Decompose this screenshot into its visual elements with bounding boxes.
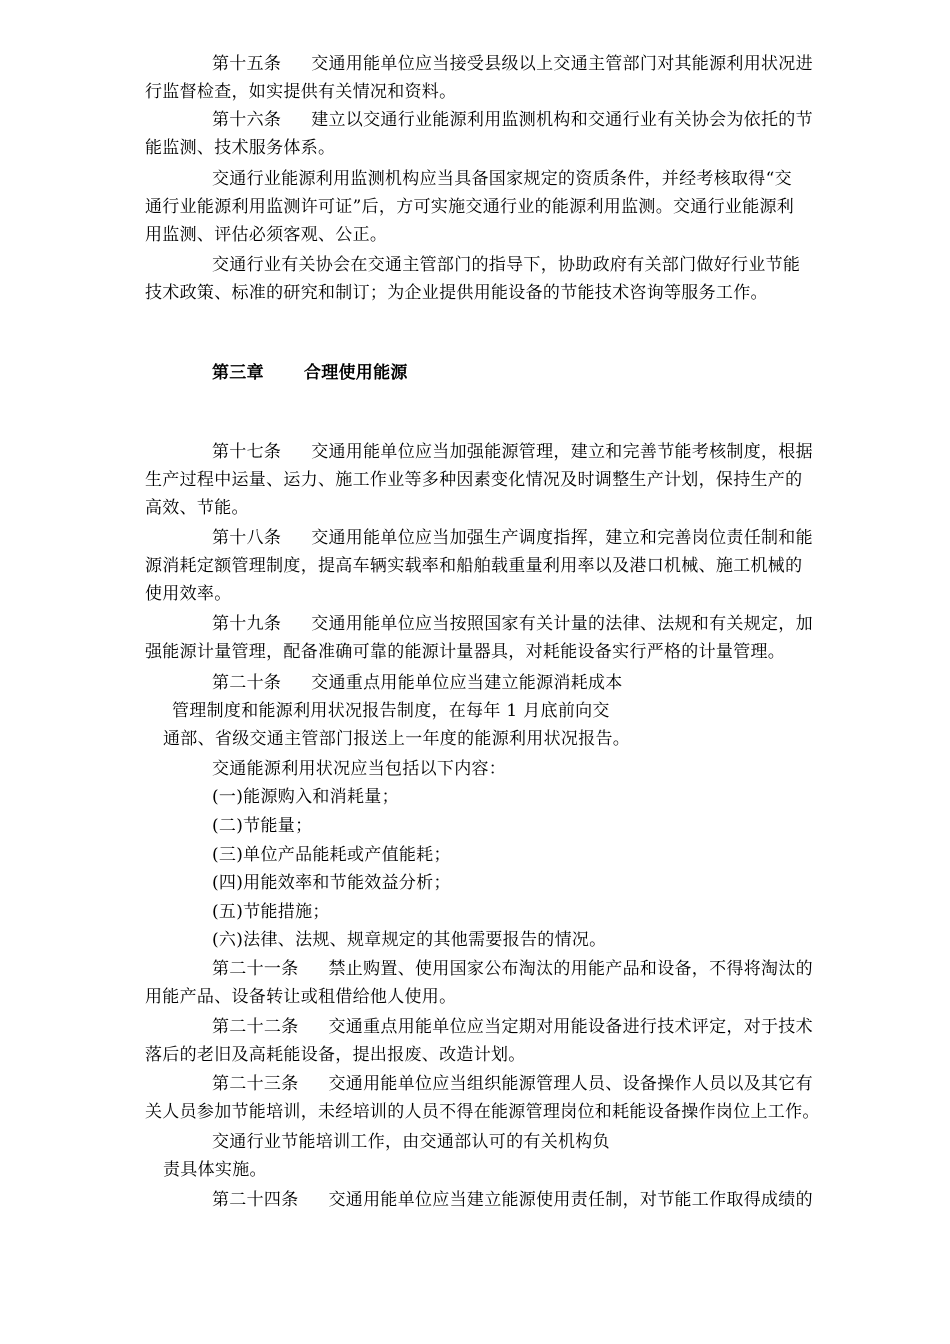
article-21-line-1: 第二十一条 禁止购置、使用国家公布淘汰的用能产品和设备，不得将淘汰的: [212, 959, 813, 979]
article-15-line-2: 行监督检查，如实提供有关情况和资料。: [145, 82, 457, 102]
list-item: (六)法律、法规、规章规定的其他需要报告的情况。: [212, 930, 607, 950]
paragraph-line: 生产过程中运量、运力、施工作业等多种因素变化情况及时调整生产计划，保持生产的: [145, 470, 803, 490]
article-24-line-1: 第二十四条 交通用能单位应当建立能源使用责任制，对节能工作取得成绩的: [212, 1190, 813, 1210]
article-16-line-1: 第十六条 建立以交通行业能源利用监测机构和交通行业有关协会为依托的节: [212, 110, 813, 130]
paragraph-line: 源消耗定额管理制度，提高车辆实载率和船舶载重量利用率以及港口机械、施工机械的: [145, 556, 803, 576]
paragraph-line: 交通行业能源利用监测机构应当具备国家规定的资质条件，并经考核取得“交: [212, 169, 792, 189]
article-16-line-2: 能监测、技术服务体系。: [145, 138, 336, 158]
list-item: (二)节能量；: [212, 816, 313, 836]
list-item: (三)单位产品能耗或产值能耗；: [212, 845, 451, 865]
paragraph-line: 用能产品、设备转让或租借给他人使用。: [145, 987, 457, 1007]
paragraph-line: 交通能源利用状况应当包括以下内容：: [212, 759, 507, 779]
article-22-line-1: 第二十二条 交通重点用能单位应当定期对用能设备进行技术评定，对于技术: [212, 1017, 813, 1037]
paragraph-line: 强能源计量管理，配备准确可靠的能源计量器具，对耗能设备实行严格的计量管理。: [145, 642, 786, 662]
list-item: (一)能源购入和消耗量；: [212, 787, 399, 807]
paragraph-line: 关人员参加节能培训，未经培训的人员不得在能源管理岗位和耗能设备操作岗位上工作。: [145, 1102, 820, 1122]
paragraph-line: 交通行业节能培训工作，由交通部认可的有关机构负: [212, 1132, 610, 1152]
paragraph-line: 落后的老旧及高耗能设备，提出报废、改造计划。: [145, 1045, 526, 1065]
list-item: (四)用能效率和节能效益分析；: [212, 873, 451, 893]
article-15-line-1: 第十五条 交通用能单位应当接受县级以上交通主管部门对其能源利用状况进: [212, 54, 813, 74]
paragraph-line: 管理制度和能源利用状况报告制度，在每年 1 月底前向交: [172, 701, 610, 721]
paragraph-line: 高效、节能。: [145, 498, 249, 518]
paragraph-line: 使用效率。: [145, 584, 232, 604]
paragraph-line: 通行业能源利用监测许可证”后，方可实施交通行业的能源利用监测。交通行业能源利: [145, 197, 795, 217]
article-23-line-1: 第二十三条 交通用能单位应当组织能源管理人员、设备操作人员以及其它有: [212, 1074, 813, 1094]
article-17-line-1: 第十七条 交通用能单位应当加强能源管理，建立和完善节能考核制度，根据: [212, 442, 813, 462]
article-19-line-1: 第十九条 交通用能单位应当按照国家有关计量的法律、法规和有关规定，加: [212, 614, 813, 634]
paragraph-line: 责具体实施。: [163, 1160, 267, 1180]
list-item: (五)节能措施；: [212, 902, 330, 922]
paragraph-line: 交通行业有关协会在交通主管部门的指导下，协助政府有关部门做好行业节能: [212, 255, 801, 275]
paragraph-line: 技术政策、标准的研究和制订；为企业提供用能设备的节能技术咨询等服务工作。: [145, 283, 768, 303]
chapter-heading: 第三章 合理使用能源: [212, 363, 408, 383]
paragraph-line: 用监测、评估必须客观、公正。: [145, 225, 388, 245]
paragraph-line: 通部、省级交通主管部门报送上一年度的能源利用状况报告。: [163, 729, 631, 749]
article-20-line-1: 第二十条 交通重点用能单位应当建立能源消耗成本: [212, 673, 623, 693]
article-18-line-1: 第十八条 交通用能单位应当加强生产调度指挥，建立和完善岗位责任制和能: [212, 528, 813, 548]
